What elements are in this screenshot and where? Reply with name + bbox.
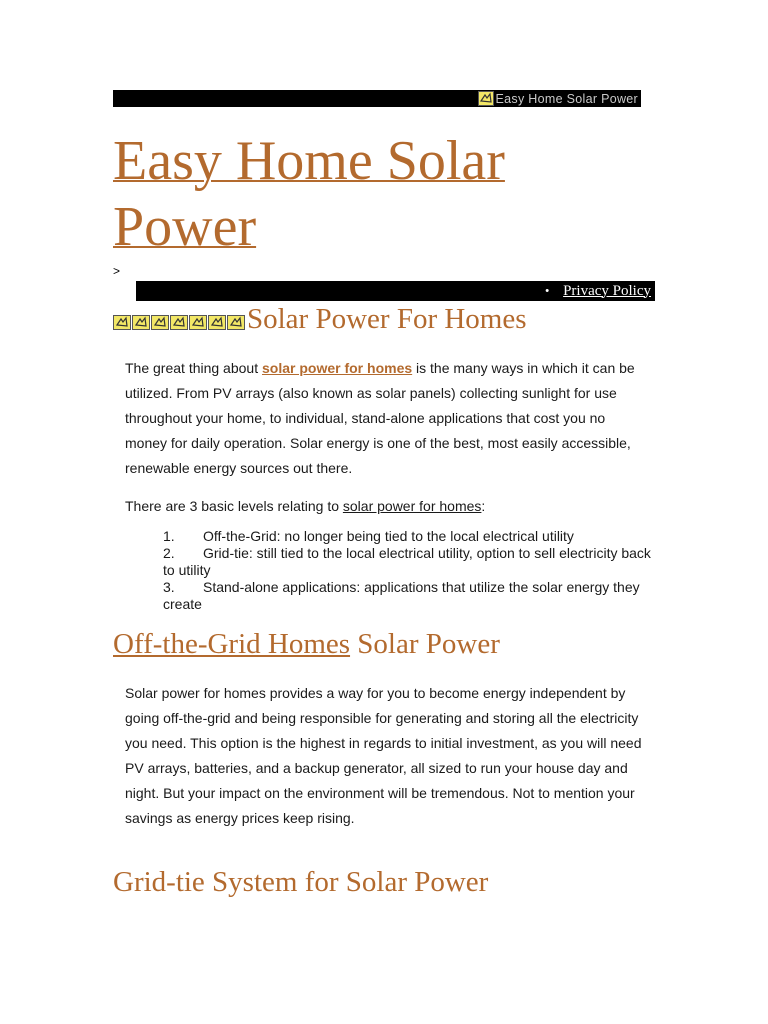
list-item: 1. Off-the-Grid: no longer being tied to the local electrical utility	[163, 528, 574, 544]
broken-image-icon	[478, 91, 494, 106]
section-heading-solar-power-for-homes	[113, 303, 527, 336]
list-item: 3. Stand-alone applications: applications that utilize the solar energy they create	[163, 579, 640, 612]
section-heading-text: Solar Power For Homes	[247, 303, 527, 335]
site-title-link[interactable]: Easy Home Solar Power	[113, 130, 505, 258]
privacy-policy-link[interactable]: Privacy Policy	[563, 282, 651, 299]
nav-bullet: •	[545, 285, 550, 297]
broken-image-icon	[113, 315, 131, 330]
broken-image-icon	[132, 315, 150, 330]
off-grid-paragraph: Solar power for homes provides a way for you to become energy independent by going off-the-grid and being responsible for generating and storing all the electricity you need. This option is the highest in regards to initial investment, as you will need PV arrays, batteries, and a backup generator, all sized to run your house day and night. But your impact on the environment will be tremendous. Not to mention your savings as energy prices keep rising.	[125, 685, 642, 826]
section-heading-grid-tie: Grid-tie System for Solar Power	[113, 866, 489, 898]
solar-power-for-homes-underline: solar power for homes	[342, 498, 482, 514]
list-item: 2. Grid-tie: still tied to the local electrical utility, option to sell electricity back to utility	[163, 545, 651, 578]
broken-image-icon	[227, 315, 245, 330]
broken-image-icon	[208, 315, 226, 330]
broken-image-icon	[151, 315, 169, 330]
levels-list	[163, 528, 653, 613]
site-title	[113, 128, 633, 260]
solar-power-for-homes-link[interactable]: solar power for homes	[262, 360, 413, 376]
off-the-grid-homes-link[interactable]: Off-the-Grid Homes	[113, 628, 351, 660]
broken-image-icon	[170, 315, 188, 330]
breadcrumb-arrow: >	[113, 264, 121, 278]
section-heading-off-the-grid: Off-the-Grid Homes Solar Power	[113, 628, 500, 660]
broken-image-icon	[189, 315, 207, 330]
nav-bar	[136, 281, 655, 301]
levels-paragraph: There are 3 basic levels relating to solar power for homes:	[125, 498, 486, 514]
top-bar	[113, 90, 641, 107]
bar-title: Easy Home Solar Power	[495, 91, 638, 106]
icon-row	[113, 315, 246, 330]
intro-paragraph: The great thing about solar power for homes is the many ways in which it can be utilized. From PV arrays (also known as solar panels) collecting sunlight for use throughout your home, to individual, stand-alone applications that cost you no money for daily operation. Solar energy is one of the best, most easily accessible, renewable energy sources out there.	[125, 360, 635, 476]
